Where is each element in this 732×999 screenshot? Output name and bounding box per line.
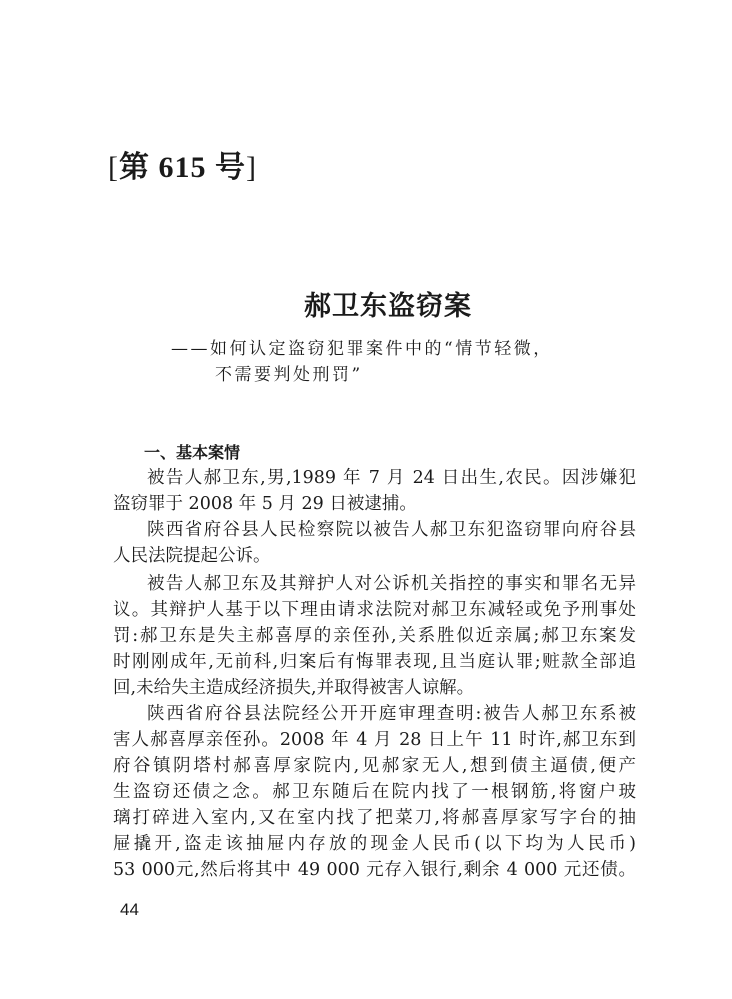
case-number [108, 142, 257, 186]
case-subtitle-line: 不需要判处刑罚” [215, 365, 363, 385]
text-line: 被告人郝卫东,男,1989 年 7 月 24 日出生,农民。因涉嫌犯 [147, 468, 636, 488]
case-title: 郝卫东盗窃案 [304, 291, 472, 322]
text-line: 屉撬开,盗走该抽屉内存放的现金人民币(以下均为人民币) [113, 834, 636, 854]
text-line: 被告人郝卫东及其辩护人对公诉机关指控的事实和罪名无异 [147, 574, 636, 594]
text-line: 璃打碎进入室内,又在室内找了把菜刀,将郝喜厚家写字台的抽 [113, 808, 636, 828]
text-line: 人民法院提起公诉。 [113, 546, 271, 566]
text-line: 盗窃罪于 2008 年 5 月 29 日被逮捕。 [113, 494, 417, 514]
case-number-close-bracket: ] [246, 151, 257, 184]
case-number-text: 第 615 号 [119, 151, 246, 184]
text-line: 陕西省府谷县人民检察院以被告人郝卫东犯盗窃罪向府谷县 [147, 520, 636, 540]
text-line: 陕西省府谷县法院经公开开庭审理查明:被告人郝卫东系被 [147, 704, 636, 724]
text-line: 53 000元,然后将其中 49 000 元存入银行,剩余 4 000 元还债。 [113, 860, 636, 880]
case-subtitle-line: ——如何认定盗窃犯罪案件中的“情节轻微， [171, 339, 553, 359]
section-heading: 一、基本案情 [144, 443, 241, 462]
text-line: 议。其辩护人基于以下理由请求法院对郝卫东减轻或免予刑事处 [113, 600, 636, 620]
case-number-open-bracket: [ [108, 151, 119, 184]
text-line: 罚:郝卫东是失主郝喜厚的亲侄孙,关系胜似近亲属;郝卫东案发 [113, 626, 636, 646]
page-number: 44 [120, 900, 139, 919]
text-line: 府谷镇阴塔村郝喜厚家院内,见郝家无人,想到债主逼债,便产 [113, 756, 636, 776]
text-line: 回,未给失主造成经济损失,并取得被害人谅解。 [113, 678, 475, 698]
text-line: 生盗窃还债之念。郝卫东随后在院内找了一根钢筋,将窗户玻 [113, 782, 636, 802]
text-line: 时刚刚成年,无前科,归案后有悔罪表现,且当庭认罪;赃款全部追 [113, 652, 636, 672]
text-line: 害人郝喜厚亲侄孙。2008 年 4 月 28 日上午 11 时许,郝卫东到 [113, 730, 636, 750]
